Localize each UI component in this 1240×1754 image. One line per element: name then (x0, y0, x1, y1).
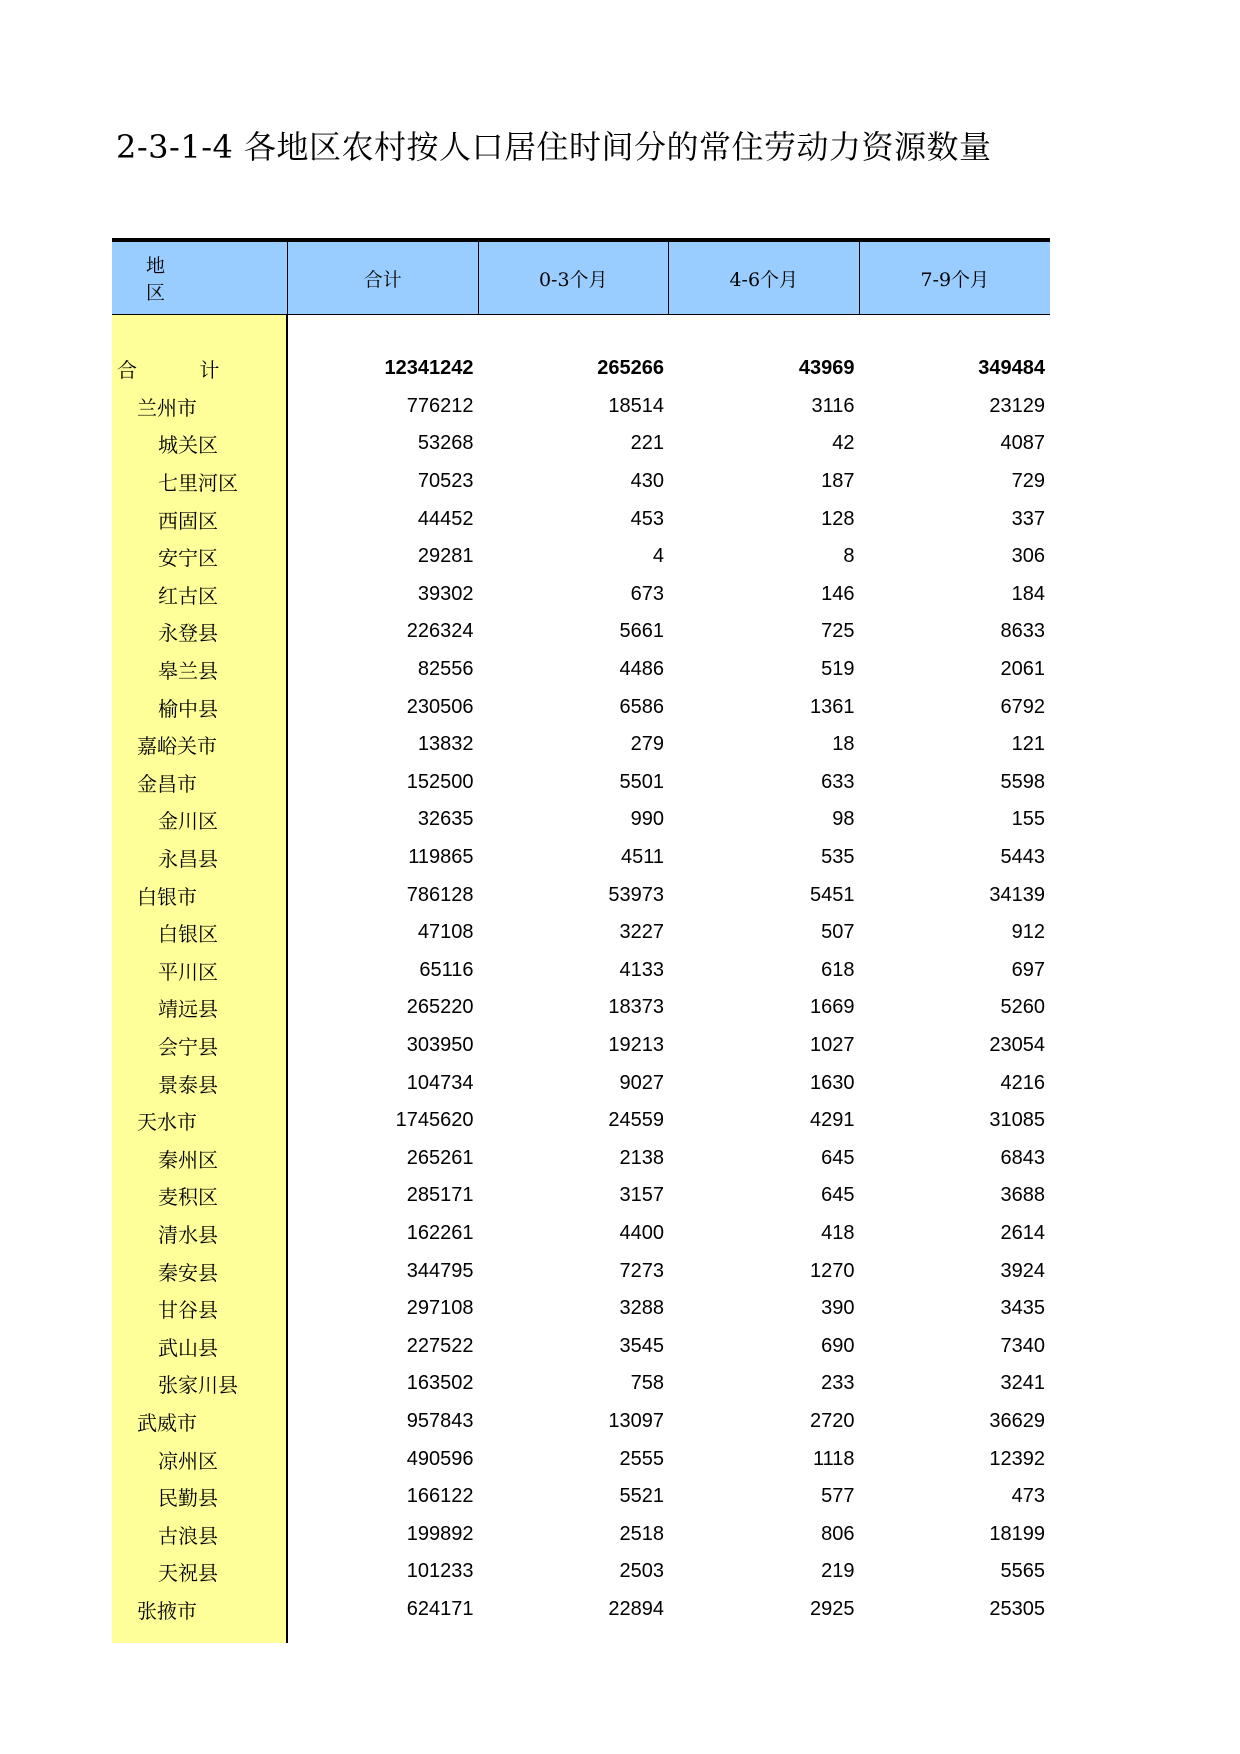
value-cell-m4-6: 4291 (810, 1109, 855, 1132)
value-cell-m7-9: 4087 (1000, 432, 1045, 455)
value-cell-m7-9: 12392 (989, 1447, 1045, 1470)
table-row (288, 1102, 1050, 1140)
value-cell-total: 490596 (406, 1447, 474, 1470)
table-row (288, 1365, 1050, 1403)
value-cell-m0-3: 3227 (619, 921, 664, 944)
value-cell-m4-6: 1669 (810, 996, 855, 1019)
table-row (288, 1403, 1050, 1441)
table-row (288, 538, 1050, 576)
region-label: 白银区 (158, 922, 218, 947)
value-cell-m7-9: 155 (1011, 808, 1045, 831)
region-label: 秦安县 (158, 1260, 218, 1285)
value-cell-total: 53268 (417, 432, 474, 455)
region-label: 清水县 (158, 1222, 218, 1247)
value-cell-m4-6: 418 (821, 1221, 855, 1244)
region-cell (112, 1027, 286, 1065)
region-cell (112, 1515, 286, 1553)
region-cell (112, 1215, 286, 1253)
region-label: 西固区 (158, 508, 218, 533)
value-cell-m4-6: 535 (821, 846, 855, 869)
value-cell-m4-6: 519 (821, 658, 855, 681)
value-cell-m4-6: 645 (821, 1184, 855, 1207)
value-cell-m4-6: 187 (821, 470, 855, 493)
value-cell-m0-3: 4486 (619, 658, 664, 681)
value-cell-m7-9: 34139 (989, 883, 1045, 906)
table-row (288, 463, 1050, 501)
region-cell (112, 1327, 286, 1365)
region-cell (112, 1365, 286, 1403)
region-cell (112, 1064, 286, 1102)
value-cell-m0-3: 990 (630, 808, 664, 831)
data-columns (288, 315, 1050, 1643)
value-cell-m4-6: 1270 (810, 1259, 855, 1282)
value-cell-total: 163502 (406, 1372, 474, 1395)
region-label: 永登县 (158, 621, 218, 646)
value-cell-m4-6: 507 (821, 921, 855, 944)
region-label: 会宁县 (158, 1034, 218, 1059)
region-label: 景泰县 (158, 1072, 218, 1097)
table-row (288, 952, 1050, 990)
value-cell-m4-6: 725 (821, 620, 855, 643)
value-cell-total: 227522 (406, 1334, 474, 1357)
value-cell-m0-3: 430 (630, 470, 664, 493)
value-cell-m7-9: 5598 (1000, 770, 1045, 793)
table-row (288, 1478, 1050, 1516)
value-cell-m0-3: 53973 (608, 883, 664, 906)
value-cell-m4-6: 8 (843, 545, 855, 568)
value-cell-total: 265220 (406, 996, 474, 1019)
value-cell-m7-9: 184 (1011, 582, 1045, 605)
table-row (288, 576, 1050, 614)
region-label: 榆中县 (158, 696, 218, 721)
region-label: 天祝县 (158, 1561, 218, 1586)
region-cell (112, 425, 286, 463)
table-row (288, 1290, 1050, 1328)
value-cell-total: 957843 (406, 1409, 474, 1432)
value-cell-m7-9: 2614 (1000, 1221, 1045, 1244)
value-cell-m0-3: 4 (652, 545, 664, 568)
value-cell-m7-9: 25305 (989, 1597, 1045, 1620)
region-label: 嘉峪关市 (137, 734, 217, 759)
value-cell-m7-9: 23129 (989, 394, 1045, 417)
value-cell-m4-6: 43969 (798, 357, 855, 380)
header-7-9-months: 7-9个月 (920, 268, 990, 291)
value-cell-m0-3: 2518 (619, 1522, 664, 1545)
value-cell-m4-6: 146 (821, 582, 855, 605)
region-label: 永昌县 (158, 847, 218, 872)
table-body (112, 315, 1050, 1643)
value-cell-total: 230506 (406, 695, 474, 718)
region-cell (112, 726, 286, 764)
region-cell (112, 801, 286, 839)
value-cell-m4-6: 806 (821, 1522, 855, 1545)
region-cell (112, 1102, 286, 1140)
value-cell-m7-9: 912 (1011, 921, 1045, 944)
data-table (112, 238, 1050, 1643)
value-cell-m0-3: 3288 (619, 1297, 664, 1320)
value-cell-m0-3: 2138 (619, 1146, 664, 1169)
region-label: 七里河区 (158, 471, 238, 496)
value-cell-total: 65116 (419, 958, 474, 981)
value-cell-total: 265261 (406, 1146, 474, 1169)
value-cell-m0-3: 453 (630, 507, 664, 530)
value-cell-m0-3: 5661 (619, 620, 664, 643)
value-cell-m7-9: 337 (1011, 507, 1045, 530)
value-cell-total: 199892 (406, 1522, 474, 1545)
region-cell (112, 989, 286, 1027)
value-cell-m0-3: 7273 (619, 1259, 664, 1282)
region-cell (112, 576, 286, 614)
value-cell-m0-3: 2555 (619, 1447, 664, 1470)
value-cell-m7-9: 729 (1011, 470, 1045, 493)
value-cell-m7-9: 697 (1011, 958, 1045, 981)
region-cell (112, 388, 286, 426)
region-label: 甘谷县 (158, 1298, 218, 1323)
value-cell-total: 162261 (406, 1221, 474, 1244)
value-cell-total: 32635 (417, 808, 474, 831)
table-row (288, 1515, 1050, 1553)
value-cell-total: 303950 (406, 1033, 474, 1056)
value-cell-m0-3: 4511 (620, 846, 664, 869)
table-row (288, 350, 1050, 388)
value-cell-m7-9: 306 (1011, 545, 1045, 568)
region-label: 红古区 (158, 583, 218, 608)
value-cell-m7-9: 31085 (989, 1109, 1045, 1132)
value-cell-m0-3: 758 (630, 1372, 664, 1395)
value-cell-m0-3: 221 (630, 432, 664, 455)
region-cell (112, 1290, 286, 1328)
value-cell-total: 70523 (417, 470, 474, 493)
value-cell-m7-9: 349484 (978, 357, 1045, 380)
value-cell-m7-9: 5443 (1000, 846, 1045, 869)
value-cell-m4-6: 233 (821, 1372, 855, 1395)
region-label: 张家川县 (158, 1373, 238, 1398)
region-cell (112, 1478, 286, 1516)
table-row (288, 1327, 1050, 1365)
region-label: 张掖市 (137, 1598, 197, 1623)
value-cell-m7-9: 23054 (989, 1033, 1045, 1056)
region-cell (112, 1591, 286, 1629)
region-label: 麦积区 (158, 1185, 218, 1210)
value-cell-m7-9: 3924 (1000, 1259, 1045, 1282)
value-cell-m7-9: 4216 (1000, 1071, 1045, 1094)
region-label: 武威市 (137, 1410, 197, 1435)
value-cell-m4-6: 2720 (810, 1409, 855, 1432)
value-cell-m0-3: 4400 (619, 1221, 664, 1244)
value-cell-m7-9: 3241 (1000, 1372, 1045, 1395)
value-cell-m7-9: 6792 (1000, 695, 1045, 718)
region-cell (112, 463, 286, 501)
region-cell (112, 839, 286, 877)
table-row (288, 1591, 1050, 1629)
region-label: 兰州市 (137, 395, 197, 420)
value-cell-m7-9: 3688 (1000, 1184, 1045, 1207)
region-label: 皋兰县 (158, 659, 218, 684)
value-cell-m7-9: 6843 (1000, 1146, 1045, 1169)
value-cell-m4-6: 1027 (810, 1033, 855, 1056)
region-label: 凉州区 (158, 1448, 218, 1473)
table-row (288, 1215, 1050, 1253)
value-cell-total: 104734 (406, 1071, 474, 1094)
value-cell-total: 297108 (406, 1297, 474, 1320)
region-cell (112, 1252, 286, 1290)
value-cell-total: 786128 (406, 883, 474, 906)
value-cell-m4-6: 1361 (810, 695, 855, 718)
value-cell-total: 226324 (406, 620, 474, 643)
value-cell-m0-3: 5501 (619, 770, 664, 793)
value-cell-m7-9: 18199 (989, 1522, 1045, 1545)
value-cell-m7-9: 2061 (1000, 658, 1045, 681)
region-column (112, 315, 288, 1643)
region-cell (112, 613, 286, 651)
table-row (288, 914, 1050, 952)
value-cell-m4-6: 3116 (811, 394, 855, 417)
region-cell (112, 1403, 286, 1441)
value-cell-total: 101233 (406, 1560, 474, 1583)
region-cell (112, 350, 286, 388)
region-cell (112, 1139, 286, 1177)
value-cell-total: 13832 (417, 733, 474, 756)
value-cell-m4-6: 219 (821, 1560, 855, 1583)
value-cell-total: 152500 (406, 770, 474, 793)
value-cell-m4-6: 5451 (810, 883, 855, 906)
header-region-label: 地 区 (146, 255, 200, 304)
table-row (288, 1252, 1050, 1290)
region-cell (112, 876, 286, 914)
value-cell-m0-3: 3157 (619, 1184, 664, 1207)
value-cell-m0-3: 18373 (608, 996, 664, 1019)
region-cell (112, 500, 286, 538)
region-cell (112, 538, 286, 576)
table-header (112, 242, 1050, 315)
value-cell-m7-9: 121 (1011, 733, 1045, 756)
value-cell-m0-3: 13097 (608, 1409, 664, 1432)
table-row (288, 1139, 1050, 1177)
value-cell-m4-6: 645 (821, 1146, 855, 1169)
page-title: 2-3-1-4 各地区农村按人口居住时间分的常住劳动力资源数量 (116, 128, 992, 166)
value-cell-total: 39302 (417, 582, 474, 605)
value-cell-m7-9: 473 (1011, 1485, 1045, 1508)
region-cell (112, 1440, 286, 1478)
value-cell-m4-6: 1630 (810, 1071, 855, 1094)
region-cell (112, 1553, 286, 1591)
value-cell-m0-3: 24559 (608, 1109, 664, 1132)
value-cell-m0-3: 5521 (619, 1485, 664, 1508)
region-cell (112, 764, 286, 802)
value-cell-m4-6: 2925 (810, 1597, 855, 1620)
region-label: 秦州区 (158, 1147, 218, 1172)
region-cell (112, 688, 286, 726)
value-cell-total: 29281 (417, 545, 474, 568)
value-cell-total: 12341242 (384, 357, 474, 380)
table-row (288, 801, 1050, 839)
value-cell-m7-9: 36629 (989, 1409, 1045, 1432)
value-cell-total: 344795 (406, 1259, 474, 1282)
region-label: 民勤县 (158, 1486, 218, 1511)
header-4-6-months: 4-6个月 (669, 242, 860, 314)
table-row (288, 388, 1050, 426)
value-cell-m4-6: 390 (821, 1297, 855, 1320)
value-cell-m0-3: 6586 (619, 695, 664, 718)
table-row (288, 764, 1050, 802)
value-cell-m7-9: 8633 (1000, 620, 1045, 643)
header-region (112, 242, 288, 314)
value-cell-m0-3: 4133 (619, 958, 664, 981)
value-cell-m4-6: 128 (821, 507, 855, 530)
value-cell-total: 776212 (406, 394, 474, 417)
value-cell-total: 285171 (406, 1184, 474, 1207)
region-label: 合 计 (117, 358, 248, 383)
value-cell-m0-3: 9027 (619, 1071, 664, 1094)
table-row (288, 1553, 1050, 1591)
header-0-3-months: 0-3个月 (479, 242, 670, 314)
table-row (288, 613, 1050, 651)
region-cell (112, 651, 286, 689)
region-label: 武山县 (158, 1335, 218, 1360)
region-label: 靖远县 (158, 997, 218, 1022)
table-row (288, 651, 1050, 689)
value-cell-total: 624171 (406, 1597, 474, 1620)
value-cell-m0-3: 18514 (608, 394, 664, 417)
region-cell (112, 952, 286, 990)
table-row (288, 1064, 1050, 1102)
value-cell-total: 47108 (417, 921, 474, 944)
value-cell-m4-6: 618 (821, 958, 855, 981)
region-label: 古浪县 (158, 1523, 218, 1548)
region-label: 安宁区 (158, 546, 218, 571)
region-label: 白银市 (137, 884, 197, 909)
value-cell-total: 44452 (417, 507, 474, 530)
table-row (288, 500, 1050, 538)
value-cell-m0-3: 2503 (619, 1560, 664, 1583)
table-row (288, 1177, 1050, 1215)
value-cell-m0-3: 19213 (608, 1033, 664, 1056)
table-row (288, 425, 1050, 463)
value-cell-m0-3: 3545 (619, 1334, 664, 1357)
value-cell-m0-3: 673 (630, 582, 664, 605)
region-label: 金川区 (158, 809, 218, 834)
value-cell-m4-6: 42 (832, 432, 855, 455)
region-cell (112, 1177, 286, 1215)
value-cell-m7-9: 5565 (1000, 1560, 1045, 1583)
value-cell-m7-9: 5260 (1000, 996, 1045, 1019)
table-row (288, 989, 1050, 1027)
region-label: 金昌市 (137, 771, 197, 796)
region-label: 平川区 (158, 959, 218, 984)
region-label: 天水市 (137, 1110, 197, 1135)
value-cell-m4-6: 98 (832, 808, 855, 831)
value-cell-m0-3: 22894 (608, 1597, 664, 1620)
value-cell-m4-6: 1118 (812, 1447, 855, 1470)
value-cell-m7-9: 3435 (1000, 1297, 1045, 1320)
value-cell-m4-6: 633 (821, 770, 855, 793)
value-cell-m0-3: 265266 (597, 357, 664, 380)
value-cell-total: 166122 (406, 1485, 474, 1508)
table-row (288, 1440, 1050, 1478)
value-cell-m4-6: 18 (832, 733, 855, 756)
table-row (288, 839, 1050, 877)
value-cell-m0-3: 279 (630, 733, 664, 756)
table-row (288, 688, 1050, 726)
table-row (288, 726, 1050, 764)
region-label: 城关区 (158, 433, 218, 458)
header-total: 合计 (288, 242, 479, 314)
region-cell (112, 914, 286, 952)
table-row (288, 876, 1050, 914)
value-cell-total: 82556 (417, 658, 474, 681)
table-row (288, 1027, 1050, 1065)
value-cell-total: 1745620 (395, 1109, 474, 1132)
value-cell-m7-9: 7340 (1000, 1334, 1045, 1357)
value-cell-m4-6: 577 (821, 1485, 855, 1508)
value-cell-total: 119865 (408, 846, 474, 869)
value-cell-m4-6: 690 (821, 1334, 855, 1357)
